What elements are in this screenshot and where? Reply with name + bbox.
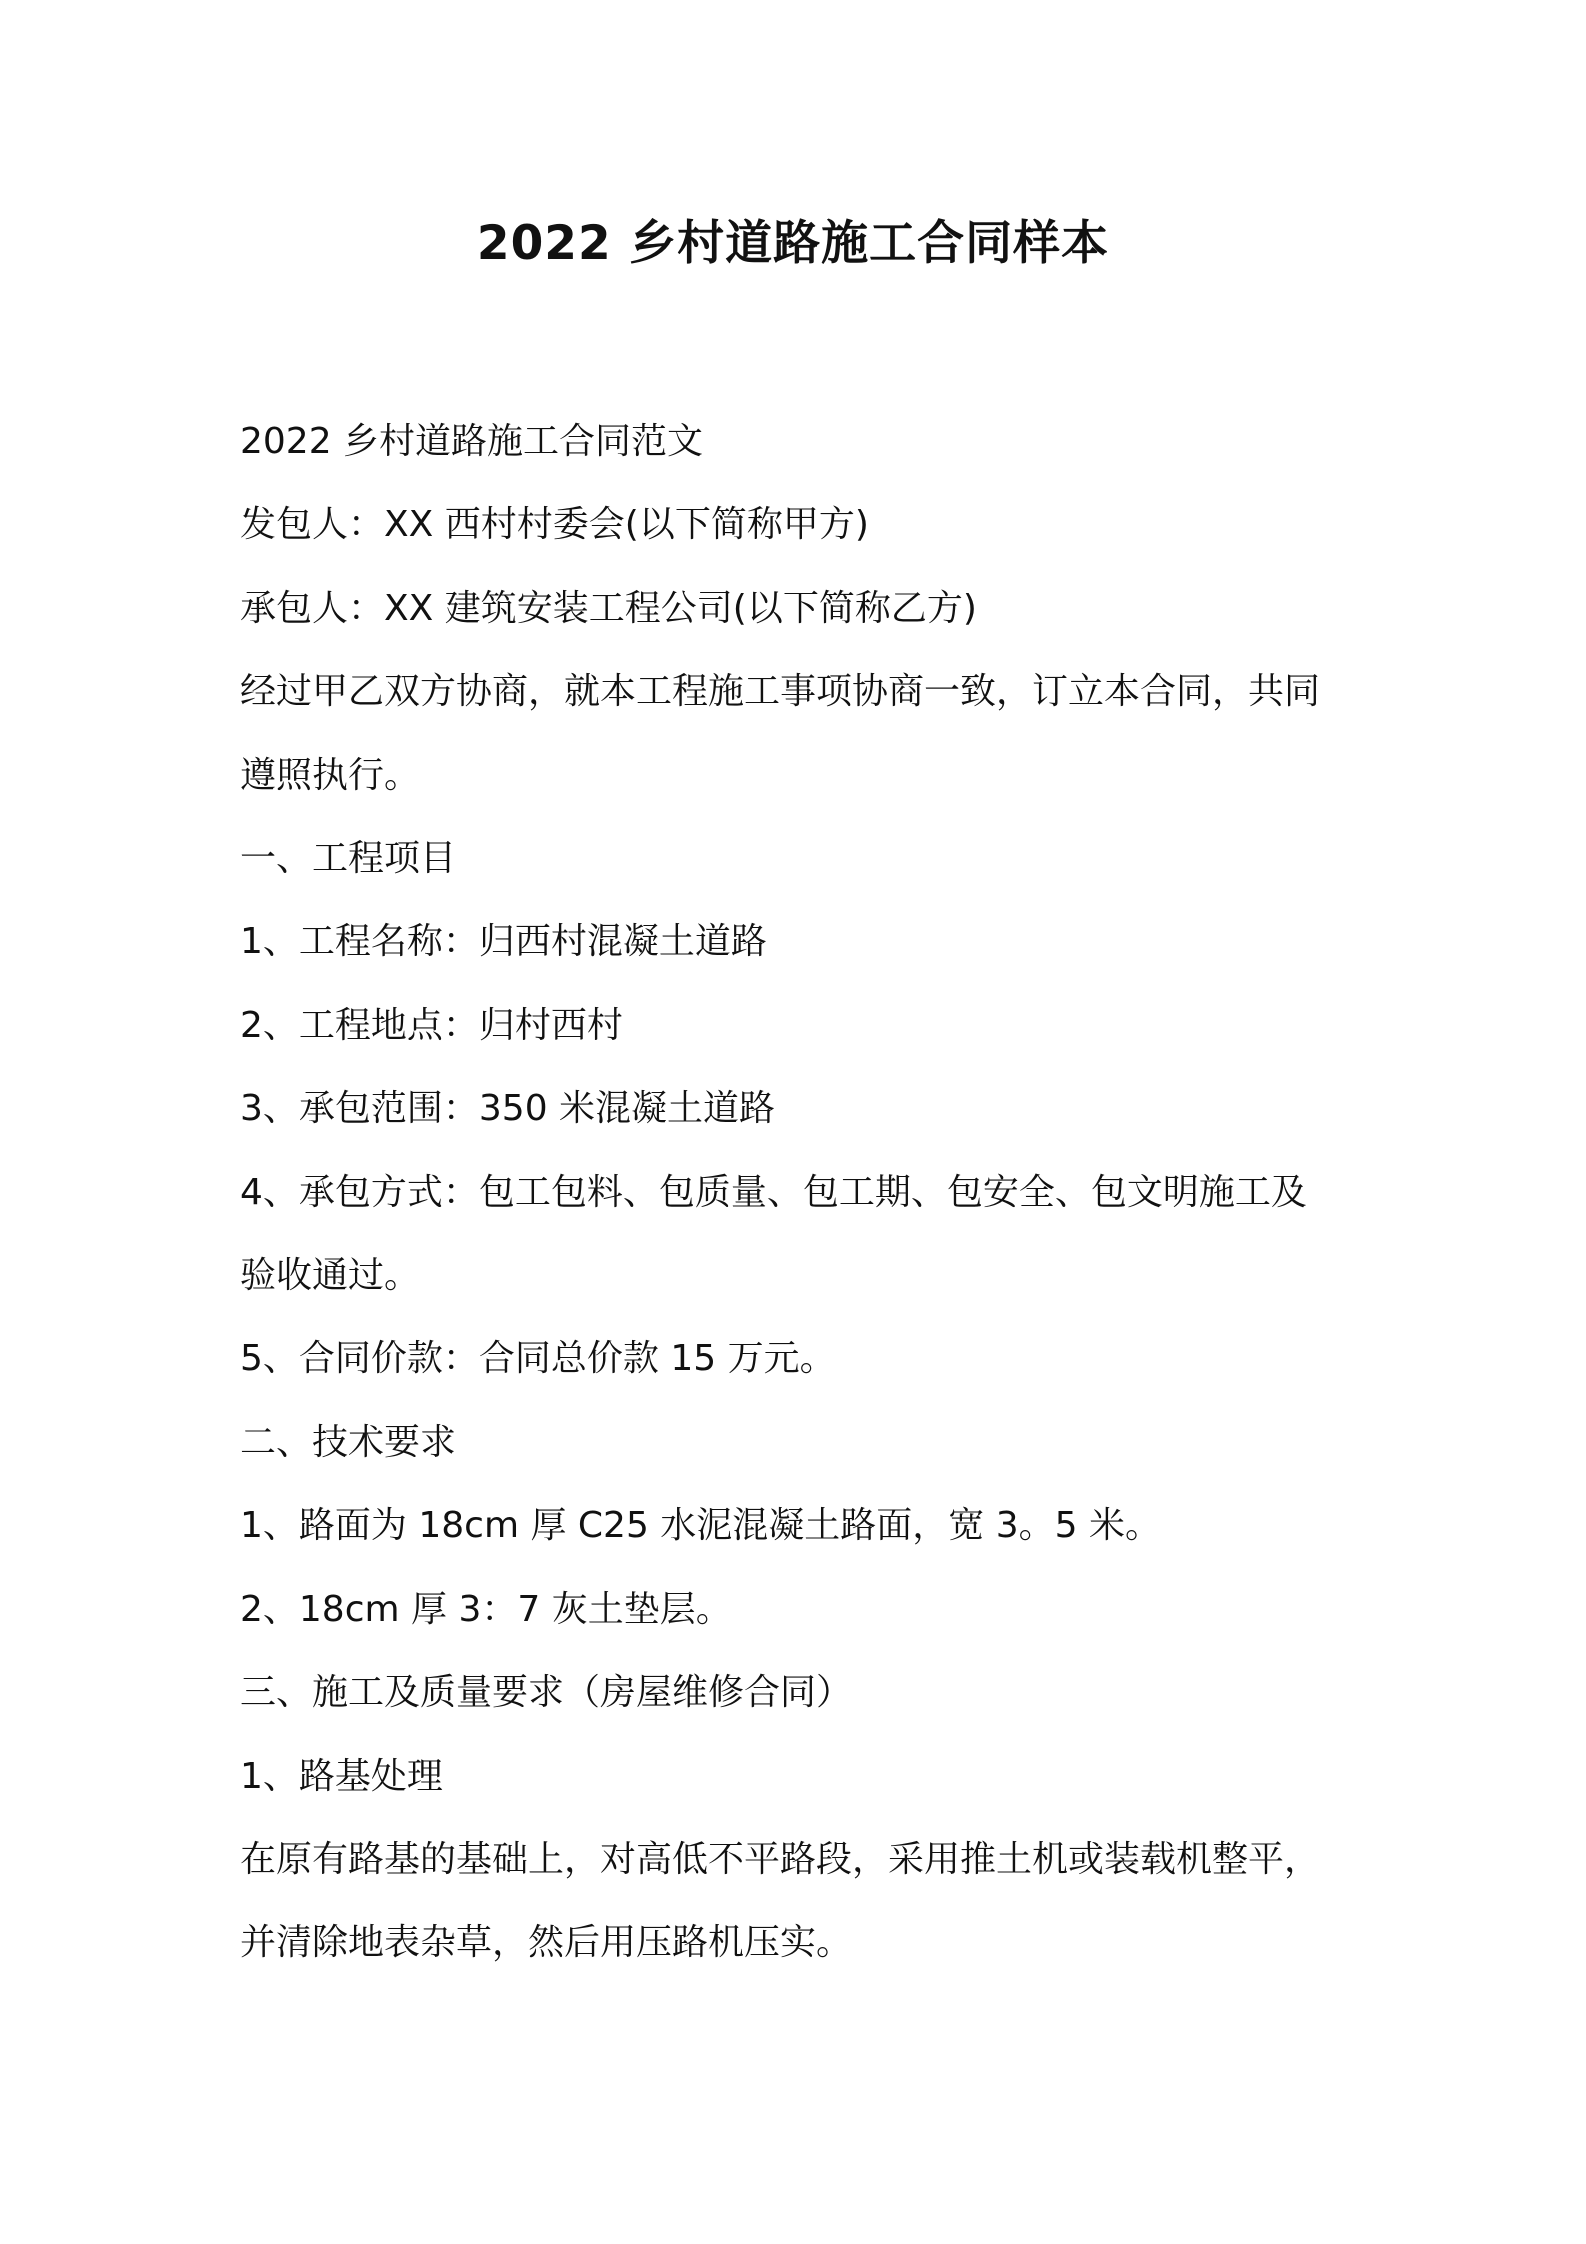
paragraph-subgrade-line1: 在原有路基的基础上，对高低不平路段，采用推土机或装载机整平， <box>240 1838 1321 1880</box>
paragraph-employer: 发包人：XX 西村村委会(以下简称甲方) <box>240 504 869 546</box>
paragraph-preamble-line1: 经过甲乙双方协商，就本工程施工事项协商一致，订立本合同，共同 <box>240 671 1321 713</box>
section-heading-project: 一、工程项目 <box>240 838 457 880</box>
item-project-name: 1、工程名称：归西村混凝土道路 <box>240 921 767 963</box>
document-title: 2022 乡村道路施工合同样本 <box>476 216 1110 271</box>
section-heading-construction-quality: 三、施工及质量要求（房屋维修合同） <box>240 1672 853 1714</box>
item-subgrade-treatment: 1、路基处理 <box>240 1755 443 1797</box>
document-body <box>240 400 1350 1985</box>
section-heading-technical: 二、技术要求 <box>240 1421 457 1463</box>
item-road-surface: 1、路面为 18cm 厚 C25 水泥混凝土路面，宽 3。5 米。 <box>240 1505 1161 1547</box>
item-contract-method-line1: 4、承包方式：包工包料、包质量、包工期、包安全、包文明施工及 <box>240 1171 1307 1213</box>
item-lime-soil-layer: 2、18cm 厚 3：7 灰土垫层。 <box>240 1588 732 1630</box>
paragraph-contractor: 承包人：XX 建筑安装工程公司(以下简称乙方) <box>240 587 977 629</box>
item-project-location: 2、工程地点：归村西村 <box>240 1004 623 1046</box>
paragraph-subgrade-line2: 并清除地表杂草，然后用压路机压实。 <box>240 1922 853 1964</box>
paragraph-preamble-line2: 遵照执行。 <box>240 754 421 796</box>
paragraph-subtitle: 2022 乡村道路施工合同范文 <box>240 421 704 462</box>
item-contract-method-line2: 验收通过。 <box>240 1255 421 1297</box>
item-contract-price: 5、合同价款：合同总价款 15 万元。 <box>240 1338 836 1380</box>
item-contract-scope: 3、承包范围：350 米混凝土道路 <box>240 1088 776 1130</box>
